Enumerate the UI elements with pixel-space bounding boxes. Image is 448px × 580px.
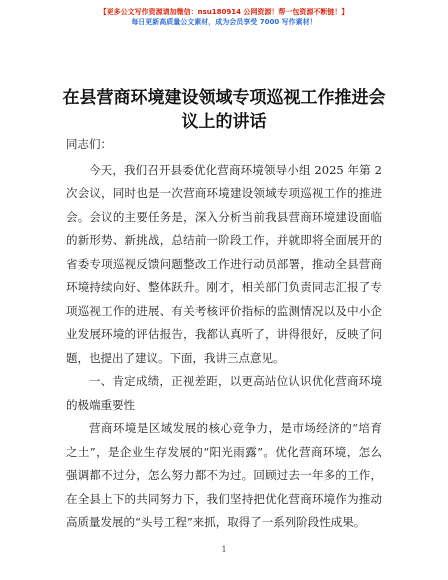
salutation: 同志们： <box>66 137 112 151</box>
page-number: 1 <box>221 545 227 554</box>
paragraph-section-1: 营商环境是区域发展的核心竞争力，是市场经济的“培育之土”，是企业生存发展的“阳光雨露”。优化营商环境，怎么强调都不过分，怎么努力都不为过。回顾过去一年多的工作，在全县上下的共同努力下，我们坚持把优化营商环境作为推动高质量发展的“头号工程”来抓，取得了一系列阶段性成果。 <box>66 421 382 529</box>
promo-banner <box>0 7 448 27</box>
document-title: 在县营商环境建设领域专项巡视工作推进会议上的讲话 <box>62 88 386 132</box>
promo-banner-line-2: 每日更新高质量公文素材，成为会员享受 7000 写作素材！ <box>131 18 317 26</box>
promo-banner-line-1: 【更多公文写作资源请加微信：nsu180914 公网资源！帮一包资源不断链！】 <box>99 8 349 16</box>
document-body <box>66 133 382 535</box>
paragraph-opening: 今天，我们召开县委优化营商环境领导小组 2025 年第 2 次会议，同时也是一次营商环境建设领域专项巡视工作的推进会。会议的主要任务是，深入分析当前我县营商环境建设面临的新形势、新挑战，总结前一阶段工作，并就即将全面展开的省委专项巡视反馈问题整改工作进行动员部署，推动全县营商环境持续向好、整体跃升。刚才，相关部门负责同志汇报了专项巡视工作的进展、有关考核评价指标的监测情况以及中小企业发展环境的评估报告，我都认真听了，讲得很好，反映了问题，也提出了建议。下面，我讲三点意见。 <box>66 162 382 365</box>
section-heading-1: 一、肯定成绩，正视差距，以更高站位认识优化营商环境的极端重要性 <box>66 374 382 412</box>
